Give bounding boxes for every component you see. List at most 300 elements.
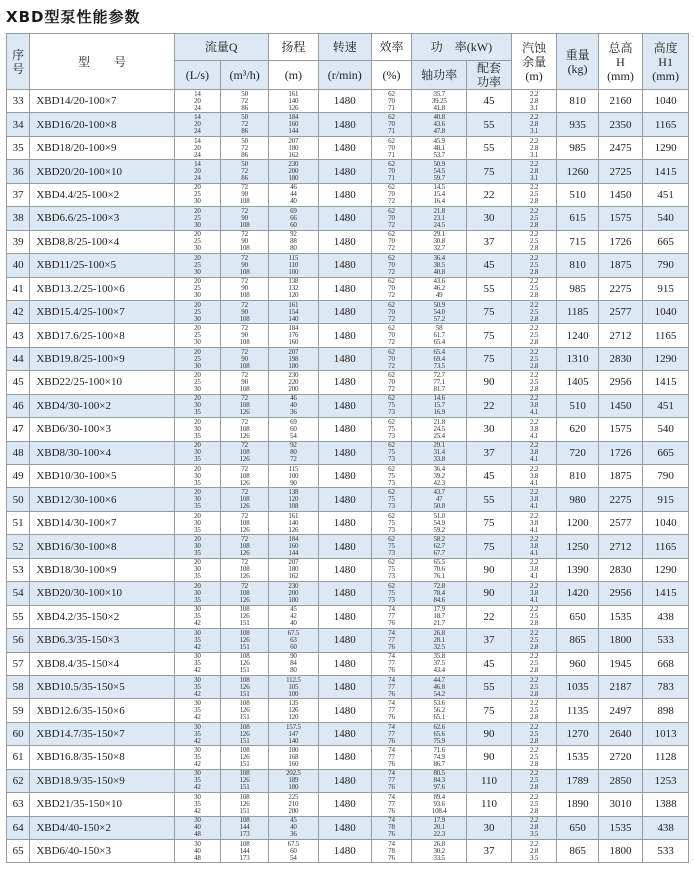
cell-efficiency-value: 62 [388,113,395,122]
cell-head-value: 126 [288,103,299,112]
cell-npsh-value: 2.8 [530,337,539,347]
cell-efficiency-value: 62 [388,394,395,403]
cell-flow-ls-value: 30 [194,518,201,527]
cell-flow-m3h-value: 108 [239,448,250,457]
cell-flow-ls-stack [175,840,221,862]
cell-efficiency-value: 72 [388,337,395,347]
cell-shaft-power-value: 70.6 [433,565,445,574]
cell-head-value: 90 [290,652,297,661]
cell-shaft-power-value: 47 [435,494,443,504]
cell-shaft-power-value: 21.8 [433,418,445,427]
cell-shaft-power-value: 43.7 [433,488,445,497]
cell-efficiency-stack [372,629,411,651]
cell-head-value: 67.5 [287,629,300,637]
cell-shaft-power-value: 108.4 [431,806,447,816]
cell-weight: 1270 [557,722,598,745]
cell-head-stack [269,840,318,862]
cell-npsh-value: 2.2 [530,723,539,731]
cell-npsh-value: 2.2 [530,90,539,98]
cell-flow-m3h [221,605,269,628]
cell-efficiency-stack [372,114,411,136]
cell-npsh-value: 2.8 [530,119,539,129]
cell-efficiency-value: 75 [388,448,395,457]
cell-motor-power: 75 [467,324,512,347]
cell-shaft-power-value: 22.3 [433,830,445,839]
cell-shaft-power-value: 72.8 [433,582,445,591]
cell-head-value: 184 [288,113,299,122]
cell-flow-ls-value: 25 [194,283,201,293]
cell-total-height: 1945 [598,652,643,675]
cell-index: 63 [7,793,30,816]
cell-index: 37 [7,183,30,206]
cell-flow-m3h-stack [221,395,268,417]
col-header-weight-label: 重量 [565,47,590,62]
cell-flow-m3h-value: 72 [241,96,248,105]
cell-npsh [511,418,557,441]
cell-weight: 620 [557,418,598,441]
cell-total-height: 2577 [598,511,643,534]
cell-shaft-power-value: 37.5 [433,658,445,668]
cell-flow-m3h-stack [221,442,268,464]
cell-efficiency-value: 76 [388,665,395,675]
cell-height1: 1165 [643,113,689,136]
cell-head-value: 138 [288,488,299,497]
cell-model: XBD12.6/35-150×6 [30,699,174,722]
cell-flow-ls-value: 30 [194,723,201,731]
cell-flow-m3h-value: 108 [239,588,250,598]
cell-npsh [511,746,557,769]
cell-head-stack [269,161,318,183]
cell-flow-ls-value: 25 [194,377,201,387]
cell-shaft-power [412,371,467,394]
cell-weight: 865 [557,840,598,863]
cell-flow-m3h-value: 126 [239,408,250,417]
cell-flow-ls-stack [175,770,221,792]
cell-head [268,535,318,558]
cell-shaft-power-value: 35.7 [433,90,445,98]
cell-head-stack [269,184,318,206]
cell-head-value: 36 [290,830,297,839]
cell-flow-m3h-value: 108 [239,676,250,684]
cell-head-stack [269,723,318,745]
cell-shaft-power-value: 21.8 [433,207,445,216]
cell-efficiency-value: 62 [388,348,395,356]
cell-head-value: 92 [290,230,297,239]
cell-flow-ls [174,113,221,136]
cell-shaft-power-stack [412,582,466,604]
cell-efficiency-value: 74 [388,840,395,848]
cell-total-height: 2187 [598,675,643,698]
cell-head-stack [269,512,318,534]
cell-shaft-power [412,511,467,534]
cell-flow-ls-value: 30 [194,840,201,848]
cell-flow-ls-value: 14 [194,90,201,98]
cell-flow-m3h [221,793,269,816]
cell-flow-ls [174,675,221,698]
cell-total-height: 2577 [598,300,643,323]
cell-model: XBD17.6/25-100×8 [30,324,174,347]
cell-efficiency-value: 74 [388,746,395,755]
cell-head [268,699,318,722]
cell-motor-power: 45 [467,254,512,277]
cell-shaft-power-stack [412,676,466,698]
cell-shaft-power-value: 69.4 [433,354,445,363]
cell-shaft-power [412,113,467,136]
cell-efficiency [371,746,411,769]
cell-index: 65 [7,840,30,863]
cell-shaft-power-value: 24.5 [433,220,445,230]
cell-flow-m3h [221,675,269,698]
cell-flow-m3h [221,746,269,769]
cell-npsh-stack [512,582,557,604]
cell-shaft-power [412,722,467,745]
cell-flow-m3h-value: 90 [241,283,248,293]
cell-flow-ls-value: 24 [194,173,201,183]
cell-efficiency-value: 70 [388,237,395,246]
cell-head-value: 230 [288,160,299,169]
cell-flow-m3h [221,535,269,558]
cell-flow-m3h-value: 90 [241,190,248,199]
cell-head-value: 225 [288,793,299,802]
cell-npsh-value: 2.2 [530,746,539,755]
col-header-total-height-sym: H [616,54,625,69]
cell-height1: 438 [643,816,689,839]
cell-model: XBD6.3/35-150×3 [30,629,174,652]
col-header-model-label: 型 号 [77,54,126,69]
cell-efficiency [371,558,411,581]
table-row [7,629,689,652]
cell-efficiency [371,605,411,628]
cell-flow-m3h-value: 72 [241,301,248,309]
cell-efficiency [371,254,411,277]
cell-head [268,160,318,183]
cell-head-value: 90 [290,478,297,487]
cell-total-height: 2725 [598,160,643,183]
cell-flow-m3h-value: 108 [239,290,250,300]
cell-head-stack [269,817,318,839]
cell-speed: 1480 [318,347,371,370]
cell-total-height: 1535 [598,605,643,628]
cell-flow-m3h-value: 72 [241,166,248,176]
cell-efficiency-value: 76 [388,759,395,769]
cell-efficiency-value: 77 [388,729,395,738]
cell-efficiency-stack [372,278,411,300]
cell-npsh-value: 2.2 [530,699,539,708]
cell-efficiency-value: 73 [388,525,395,534]
cell-head-value: 160 [288,337,299,347]
cell-efficiency-value: 76 [388,783,395,792]
cell-efficiency-value: 72 [388,314,395,323]
cell-efficiency [371,347,411,370]
cell-efficiency [371,136,411,159]
cell-flow-ls-value: 25 [194,213,201,223]
table-row [7,160,689,183]
cell-flow-ls-stack [175,90,221,112]
cell-shaft-power [412,324,467,347]
cell-flow-ls [174,230,221,253]
cell-index: 35 [7,136,30,159]
cell-model: XBD15.4/25-100×7 [30,300,174,323]
table-row [7,277,689,300]
cell-efficiency-value: 73 [388,431,395,441]
cell-flow-ls-value: 30 [194,314,201,323]
cell-shaft-power-stack [412,512,466,534]
cell-npsh-value: 2.5 [530,705,539,715]
cell-flow-m3h-stack [221,114,268,136]
cell-height1: 1128 [643,746,689,769]
cell-npsh-value: 3.8 [530,471,539,480]
cell-npsh [511,629,557,652]
cell-flow-ls-stack [175,348,221,370]
cell-motor-power: 90 [467,582,512,605]
cell-efficiency-value: 70 [388,96,395,105]
cell-head-value: 202.5 [285,769,301,778]
cell-efficiency-value: 75 [388,471,395,480]
cell-weight: 960 [557,652,598,675]
cell-shaft-power [412,675,467,698]
cell-efficiency [371,582,411,605]
cell-shaft-power-stack [412,723,466,745]
cell-shaft-power [412,535,467,558]
cell-flow-m3h-value: 108 [239,769,250,778]
cell-flow-m3h [221,207,269,230]
cell-flow-ls-value: 20 [194,348,201,356]
cell-efficiency-value: 75 [388,401,395,410]
cell-head-value: 157.5 [285,723,301,731]
table-row [7,441,689,464]
cell-npsh-value: 2.2 [530,160,539,169]
cell-flow-m3h-value: 50 [241,90,248,98]
cell-shaft-power [412,230,467,253]
cell-npsh [511,90,557,113]
table-row [7,394,689,417]
cell-npsh-value: 2.8 [530,619,539,628]
cell-shaft-power-value: 51.0 [433,512,445,520]
cell-efficiency-stack [372,770,411,792]
cell-flow-ls-value: 42 [194,806,201,816]
cell-head-value: 138 [288,277,299,286]
cell-efficiency-value: 62 [388,465,395,473]
cell-flow-m3h-value: 108 [239,494,250,504]
cell-flow-ls-value: 35 [194,612,201,621]
cell-flow-m3h-value: 126 [239,799,250,809]
cell-head-stack [269,418,318,440]
cell-flow-m3h-value: 108 [239,471,250,480]
cell-flow-m3h-stack [221,161,268,183]
cell-flow-ls-value: 25 [194,354,201,363]
cell-flow-m3h-value: 126 [239,776,250,785]
cell-efficiency-stack [372,582,411,604]
cell-flow-m3h-value: 108 [239,816,250,825]
cell-head-value: 180 [288,565,299,574]
cell-height1: 1040 [643,511,689,534]
table-row [7,511,689,534]
cell-flow-ls [174,816,221,839]
cell-npsh-stack [512,512,557,534]
cell-index: 38 [7,207,30,230]
cell-flow-m3h-value: 126 [239,658,250,668]
cell-flow-m3h-value: 126 [239,682,250,691]
cell-shaft-power-value: 59.2 [433,525,445,534]
cell-npsh-value: 2.8 [530,759,539,769]
cell-total-height: 3010 [598,793,643,816]
cell-head-value: 147 [288,729,299,738]
cell-flow-ls [174,277,221,300]
cell-flow-ls-value: 35 [194,705,201,715]
cell-npsh-stack [512,840,557,862]
cell-total-height: 1575 [598,207,643,230]
cell-model: XBD16/20-100×8 [30,113,174,136]
cell-shaft-power-value: 71.6 [433,746,445,755]
cell-flow-ls-value: 20 [194,441,201,450]
cell-total-height: 2350 [598,113,643,136]
cell-npsh-value: 2.5 [530,658,539,668]
cell-flow-ls-value: 30 [194,401,201,410]
cell-shaft-power-stack [412,840,466,862]
cell-motor-power: 55 [467,136,512,159]
cell-index: 45 [7,371,30,394]
cell-flow-ls-value: 35 [194,729,201,738]
cell-flow-ls-value: 40 [194,823,201,832]
cell-npsh-value: 2.2 [530,441,539,450]
cell-head-value: 92 [290,441,297,450]
cell-shaft-power [412,254,467,277]
cell-flow-m3h-stack [221,512,268,534]
table-row [7,90,689,113]
cell-motor-power: 37 [467,840,512,863]
table-row [7,183,689,206]
cell-head-value: 60 [290,220,297,230]
col-header-npsh-top: 汽蚀 [522,40,547,55]
cell-flow-ls-value: 24 [194,103,201,112]
cell-flow-ls-value: 30 [194,699,201,708]
cell-model: XBD4/40-150×2 [30,816,174,839]
cell-flow-m3h-value: 126 [239,595,250,605]
cell-head [268,418,318,441]
cell-total-height: 1535 [598,816,643,839]
cell-npsh-stack [512,465,557,487]
cell-npsh-value: 3.1 [530,126,539,136]
cell-npsh [511,582,557,605]
cell-npsh-value: 2.2 [530,582,539,591]
cell-npsh-value: 2.8 [530,244,539,253]
table-row [7,324,689,347]
cell-flow-ls-value: 42 [194,712,201,722]
cell-shaft-power-value: 15.7 [433,401,445,410]
cell-flow-ls-value: 35 [194,776,201,785]
cell-flow-ls-value: 20 [194,166,201,176]
cell-motor-power: 55 [467,113,512,136]
cell-model: XBD12/30-100×6 [30,488,174,511]
table-header [7,34,689,90]
cell-head [268,347,318,370]
cell-height1: 1415 [643,371,689,394]
cell-efficiency [371,441,411,464]
cell-flow-ls [174,90,221,113]
cell-flow-ls [174,722,221,745]
cell-flow-ls-value: 30 [194,605,201,614]
cell-index: 60 [7,722,30,745]
cell-npsh-value: 3.8 [530,565,539,574]
cell-efficiency-value: 74 [388,676,395,684]
cell-total-height: 1450 [598,183,643,206]
cell-head-value: 207 [288,137,299,145]
cell-total-height: 1450 [598,394,643,417]
cell-flow-ls-value: 14 [194,137,201,145]
cell-head-value: 200 [288,166,299,176]
cell-flow-m3h-stack [221,254,268,276]
table-row [7,793,689,816]
cell-flow-m3h-value: 86 [241,103,248,112]
cell-npsh [511,465,557,488]
cell-head-stack [269,442,318,464]
cell-efficiency [371,840,411,863]
cell-model: XBD22/25-100×10 [30,371,174,394]
cell-shaft-power-stack [412,325,466,347]
cell-flow-m3h-value: 86 [241,150,248,159]
cell-head-value: 161 [288,512,299,520]
cell-speed: 1480 [318,652,371,675]
cell-head-value: 42 [290,612,297,621]
cell-flow-m3h [221,371,269,394]
cell-shaft-power-value: 89.4 [433,793,445,802]
cell-head-stack [269,114,318,136]
cell-flow-ls-value: 20 [194,558,201,567]
cell-shaft-power-value: 29.1 [433,441,445,450]
cell-npsh-value: 2.5 [530,330,539,340]
cell-npsh-value: 3.1 [530,150,539,159]
cell-efficiency-value: 62 [388,441,395,450]
cell-flow-ls-value: 25 [194,237,201,246]
cell-head-value: 160 [288,119,299,129]
cell-flow-m3h [221,90,269,113]
cell-index: 43 [7,324,30,347]
cell-index: 62 [7,769,30,792]
cell-flow-m3h-value: 86 [241,126,248,136]
cell-flow-ls [174,254,221,277]
cell-flow-m3h [221,441,269,464]
col-header-flow-m3h: (m³/h) [221,61,269,90]
cell-flow-ls [174,582,221,605]
cell-npsh-value: 4.1 [530,548,539,558]
cell-shaft-power-value: 42.3 [433,478,445,487]
cell-head-value: 176 [288,330,299,340]
cell-flow-m3h-value: 151 [239,712,250,722]
cell-head [268,230,318,253]
cell-shaft-power-value: 81.7 [433,384,445,394]
cell-motor-power: 75 [467,535,512,558]
cell-efficiency-value: 62 [388,558,395,567]
cell-weight: 810 [557,465,598,488]
cell-efficiency-stack [372,465,411,487]
cell-height1: 438 [643,605,689,628]
cell-shaft-power-value: 54.5 [433,166,445,176]
cell-efficiency-value: 62 [388,230,395,239]
cell-npsh-value: 2.2 [530,418,539,427]
cell-shaft-power-value: 26.8 [433,840,445,848]
cell-head-value: 120 [288,712,299,722]
cell-flow-m3h-value: 126 [239,525,250,534]
cell-head [268,254,318,277]
cell-efficiency-stack [372,536,411,558]
cell-efficiency-stack [372,207,411,229]
cell-weight: 650 [557,605,598,628]
cell-npsh-value: 3.5 [530,830,539,839]
cell-npsh-value: 2.2 [530,277,539,286]
cell-head-value: 168 [288,752,299,762]
cell-npsh [511,488,557,511]
cell-flow-m3h [221,418,269,441]
